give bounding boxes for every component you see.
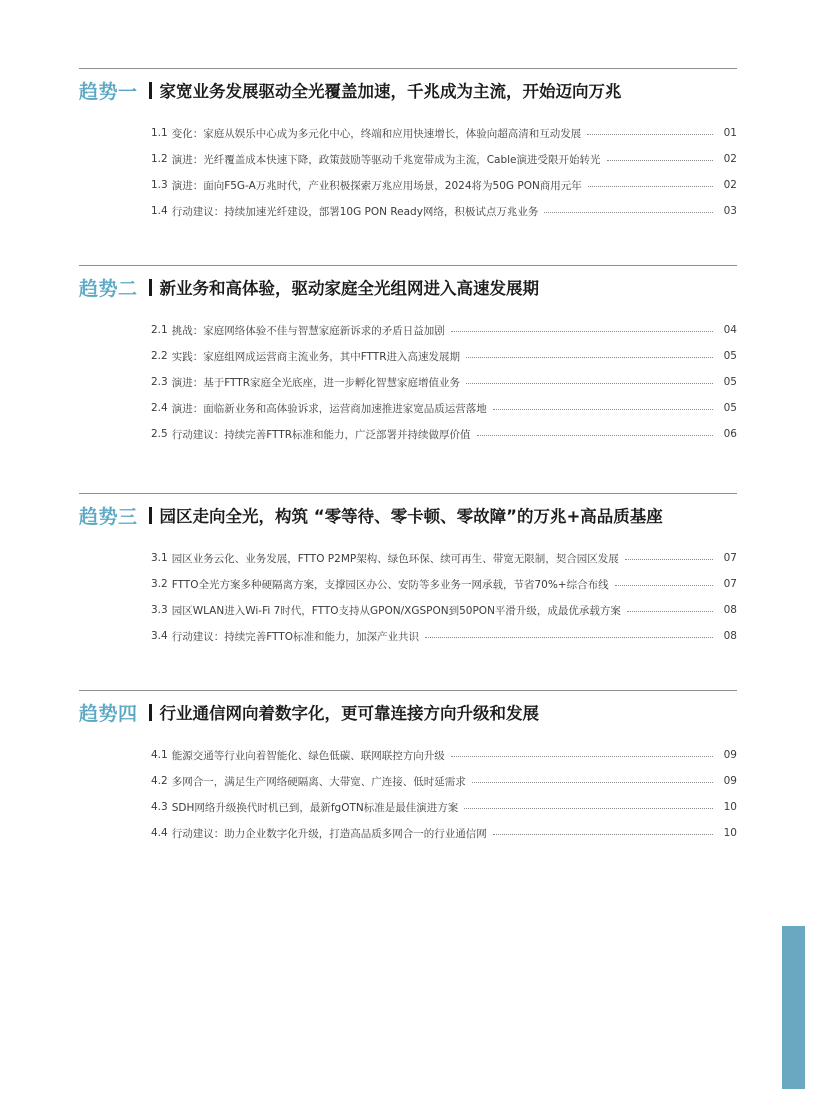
entry-text: 行动建议：持续加速光纤建设，部署10G PON Ready网络，积极试点万兆业务 [171, 205, 539, 218]
entry-text: 行动建议：持续完善FTTR标准和能力，广泛部署并持续做厚价值 [171, 428, 471, 441]
page-number: 05 [723, 376, 737, 388]
entry-number: 4.1 [151, 749, 168, 761]
section-heading [79, 501, 663, 529]
dot-leader [544, 212, 713, 213]
page-number: 02 [723, 179, 737, 191]
section-heading [79, 273, 539, 301]
section-title: 新业务和高体验，驱动家庭全光组网进入高速发展期 [159, 279, 540, 298]
side-tab [782, 926, 805, 1089]
entry-text: 演进：光纤覆盖成本快速下降，政策鼓励等驱动千兆宽带成为主流，Cable演进受限开始转光 [171, 153, 601, 166]
page-number: 07 [723, 578, 737, 590]
toc-list [151, 317, 737, 447]
toc-entry[interactable] [151, 172, 737, 198]
entry-number: 3.3 [151, 604, 168, 616]
toc-entry[interactable] [151, 343, 737, 369]
entry-number: 2.1 [151, 324, 168, 336]
page-number: 07 [723, 552, 737, 564]
entry-number: 2.3 [151, 376, 168, 388]
toc-entry[interactable] [151, 571, 737, 597]
heading-bar [149, 507, 152, 524]
dot-leader [627, 611, 713, 612]
heading-bar [149, 82, 152, 99]
trend-label: 趋势三 [79, 505, 138, 528]
entry-number: 2.4 [151, 402, 168, 414]
entry-text: 演进：面临新业务和高体验诉求，运营商加速推进家宽品质运营落地 [171, 402, 487, 415]
dot-leader [477, 435, 714, 436]
entry-number: 1.1 [151, 127, 168, 139]
toc-entry[interactable] [151, 820, 737, 846]
entry-number: 1.2 [151, 153, 168, 165]
entry-number: 3.2 [151, 578, 168, 590]
trend-label: 趋势四 [79, 702, 138, 725]
page-number: 09 [723, 749, 737, 761]
entry-number: 4.3 [151, 801, 168, 813]
dot-leader [588, 186, 713, 187]
section-divider [79, 68, 737, 69]
dot-leader [493, 834, 713, 835]
dot-leader [607, 160, 713, 161]
section-title: 家宽业务发展驱动全光覆盖加速，千兆成为主流，开始迈向万兆 [159, 82, 622, 101]
page-number: 10 [723, 801, 737, 813]
toc-entry[interactable] [151, 794, 737, 820]
toc-list [151, 742, 737, 846]
toc-entry[interactable] [151, 545, 737, 571]
entry-text: 园区业务云化、业务发展，FTTO P2MP架构、绿色环保、续可再生、带宽无限制，契合园区发展 [171, 552, 619, 565]
dot-leader [587, 134, 713, 135]
toc-entry[interactable] [151, 395, 737, 421]
page-number: 08 [723, 604, 737, 616]
entry-text: 挑战：家庭网络体验不佳与智慧家庭新诉求的矛盾日益加剧 [171, 324, 445, 337]
entry-number: 3.1 [151, 552, 168, 564]
toc-entry[interactable] [151, 146, 737, 172]
toc-entry[interactable] [151, 421, 737, 447]
page-number: 03 [723, 205, 737, 217]
toc-entry[interactable] [151, 198, 737, 224]
section-title: 行业通信网向着数字化，更可靠连接方向升级和发展 [159, 704, 540, 723]
section-heading [79, 698, 539, 726]
toc-entry[interactable] [151, 623, 737, 649]
entry-number: 1.4 [151, 205, 168, 217]
dot-leader [466, 357, 713, 358]
entry-text: 演进：面向F5G-A万兆时代，产业积极探索万兆应用场景，2024将为50G PON商用元年 [171, 179, 582, 192]
dot-leader [425, 637, 713, 638]
heading-bar [149, 279, 152, 296]
entry-number: 4.2 [151, 775, 168, 787]
entry-number: 1.3 [151, 179, 168, 191]
toc-list [151, 545, 737, 649]
page-number: 02 [723, 153, 737, 165]
dot-leader [472, 782, 713, 783]
dot-leader [493, 409, 713, 410]
toc-entry[interactable] [151, 317, 737, 343]
toc-entry[interactable] [151, 597, 737, 623]
section-divider [79, 265, 737, 266]
entry-text: 能源交通等行业向着智能化、绿色低碳、联网联控方向升级 [171, 749, 445, 762]
entry-number: 2.5 [151, 428, 168, 440]
page-number: 05 [723, 350, 737, 362]
page-number: 01 [723, 127, 737, 139]
dot-leader [464, 808, 713, 809]
entry-text: 演进：基于FTTR家庭全光底座，进一步孵化智慧家庭增值业务 [171, 376, 460, 389]
entry-text: 行动建议：助力企业数字化升级，打造高品质多网合一的行业通信网 [171, 827, 487, 840]
section-divider [79, 493, 737, 494]
toc-entry[interactable] [151, 768, 737, 794]
entry-text: 园区WLAN进入Wi-Fi 7时代，FTTO支持从GPON/XGSPON到50PON平滑升级，成最优承载方案 [171, 604, 621, 617]
section-divider [79, 690, 737, 691]
section-title: 园区走向全光，构筑 “零等待、零卡顿、零故障”的万兆+高品质基座 [159, 507, 663, 526]
entry-text: FTTO全光方案多种硬隔离方案，支撑园区办公、安防等多业务一网承载，节省70%+综合布线 [171, 578, 609, 591]
page-number: 04 [723, 324, 737, 336]
toc-entry[interactable] [151, 742, 737, 768]
dot-leader [451, 756, 713, 757]
page-number: 10 [723, 827, 737, 839]
heading-bar [149, 704, 152, 721]
entry-text: 多网合一，满足生产网络硬隔离、大带宽、广连接、低时延需求 [171, 775, 466, 788]
entry-text: 实践：家庭组网成运营商主流业务，其中FTTR进入高速发展期 [171, 350, 460, 363]
dot-leader [466, 383, 713, 384]
trend-label: 趋势一 [79, 80, 138, 103]
entry-number: 4.4 [151, 827, 168, 839]
dot-leader [625, 559, 713, 560]
toc-list [151, 120, 737, 224]
entry-text: 行动建议：持续完善FTTO标准和能力，加深产业共识 [171, 630, 419, 643]
dot-leader [451, 331, 713, 332]
entry-number: 3.4 [151, 630, 168, 642]
section-heading [79, 76, 622, 104]
entry-number: 2.2 [151, 350, 168, 362]
page-number: 06 [723, 428, 737, 440]
page-number: 05 [723, 402, 737, 414]
dot-leader [615, 585, 713, 586]
trend-label: 趋势二 [79, 277, 138, 300]
toc-entry[interactable] [151, 120, 737, 146]
entry-text: SDH网络升级换代时机已到，最新fgOTN标准是最佳演进方案 [171, 801, 459, 814]
page-number: 09 [723, 775, 737, 787]
toc-entry[interactable] [151, 369, 737, 395]
page-number: 08 [723, 630, 737, 642]
entry-text: 变化：家庭从娱乐中心成为多元化中心，终端和应用快速增长，体验向超高清和互动发展 [171, 127, 582, 140]
